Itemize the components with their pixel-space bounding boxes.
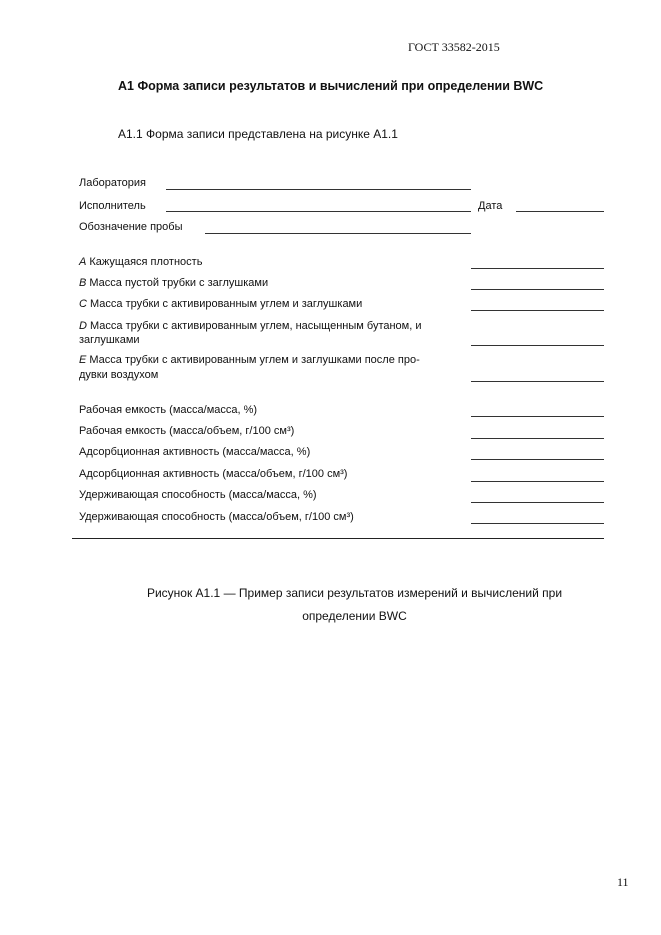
- result-field[interactable]: [471, 481, 604, 482]
- item-c-label: C Масса трубки с активированным углем и заглушками: [79, 298, 363, 310]
- result-label: Удерживающая способность (масса/масса, %): [79, 489, 317, 501]
- item-b-field[interactable]: [471, 289, 604, 290]
- result-label: Рабочая емкость (масса/масса, %): [79, 404, 258, 416]
- item-d-label: D Масса трубки с активированным углем, насыщенным бутаном, и: [79, 320, 422, 332]
- item-d-label-cont: заглушками: [79, 334, 140, 346]
- item-d-field[interactable]: [471, 345, 604, 346]
- result-field[interactable]: [471, 416, 604, 417]
- section-intro: А1.1 Форма записи представлена на рисунке А1.1: [118, 127, 398, 141]
- result-label: Адсорбционная активность (масса/объем, г/100 см³): [79, 468, 348, 480]
- figure-caption-line1: Рисунок А1.1 — Пример записи результатов измерений и вычислений при: [146, 586, 563, 600]
- result-field[interactable]: [471, 502, 604, 503]
- item-a-label: A Кажущаяся плотность: [79, 256, 203, 268]
- laboratory-field[interactable]: [166, 189, 471, 190]
- page-number: 11: [617, 875, 629, 889]
- item-a-field[interactable]: [471, 268, 604, 269]
- item-e-label: E Масса трубки с активированным углем и заглушками после про-: [79, 354, 420, 366]
- executor-label: Исполнитель: [79, 200, 146, 212]
- item-b-label: B Масса пустой трубки с заглушками: [79, 277, 269, 289]
- standard-number: ГОСТ 33582-2015: [408, 40, 500, 54]
- result-field[interactable]: [471, 523, 604, 524]
- date-field[interactable]: [516, 211, 604, 212]
- sample-field[interactable]: [205, 233, 471, 234]
- laboratory-label: Лаборатория: [79, 177, 146, 189]
- date-label: Дата: [478, 200, 503, 212]
- figure-caption-line2: определении BWC: [302, 609, 407, 623]
- result-field[interactable]: [471, 438, 604, 439]
- result-label: Рабочая емкость (масса/объем, г/100 см³): [79, 425, 295, 437]
- result-label: Адсорбционная активность (масса/масса, %): [79, 446, 311, 458]
- item-e-field[interactable]: [471, 381, 604, 382]
- sample-label: Обозначение пробы: [79, 221, 183, 233]
- item-e-label-cont: дувки воздухом: [79, 369, 159, 381]
- result-field[interactable]: [471, 459, 604, 460]
- result-label: Удерживающая способность (масса/объем, г/100 см³): [79, 511, 354, 523]
- executor-field[interactable]: [166, 211, 471, 212]
- item-c-field[interactable]: [471, 310, 604, 311]
- form-bottom-rule: [72, 538, 604, 539]
- section-title: А1 Форма записи результатов и вычислений при определении BWC: [118, 79, 544, 93]
